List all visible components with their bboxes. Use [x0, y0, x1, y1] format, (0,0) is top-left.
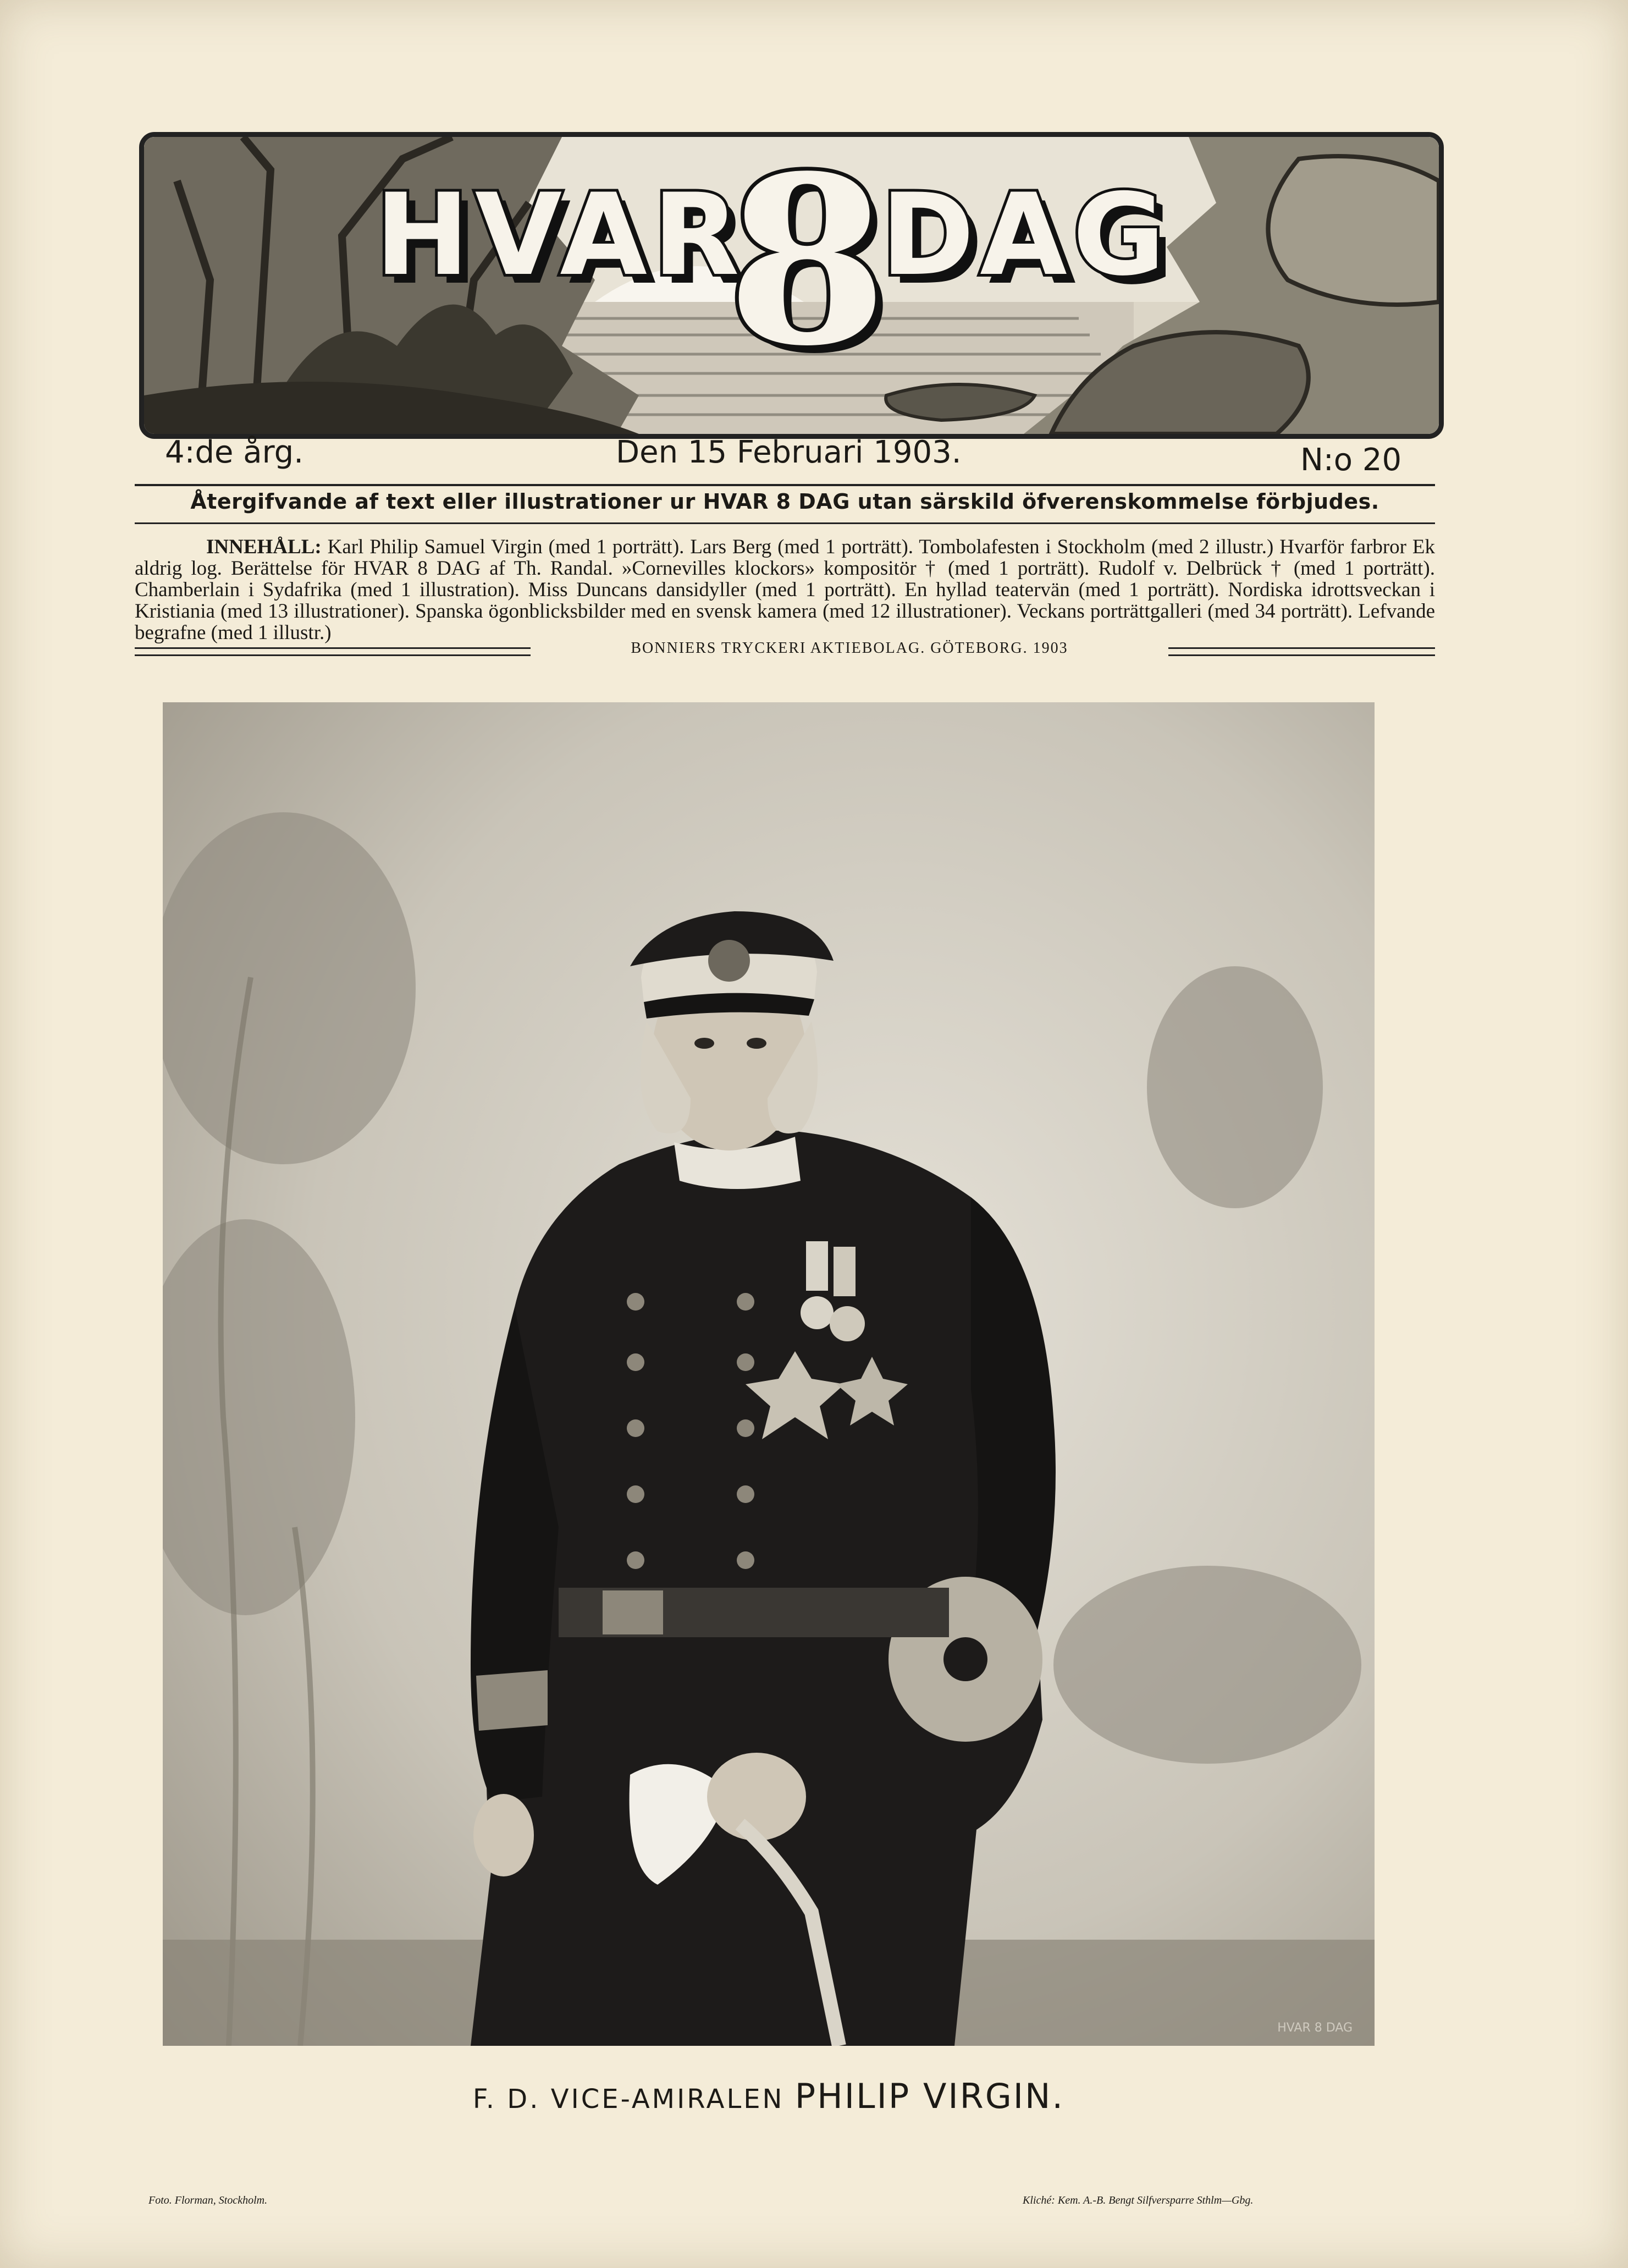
printer-text: BONNIERS TRYCKERI AKTIEBOLAG. GÖTEBORG. 1903	[631, 640, 1068, 657]
caption-name: PHILIP VIRGIN.	[794, 2076, 1065, 2116]
masthead-title-eight: 8	[727, 132, 888, 397]
contents-text: Karl Philip Samuel Virgin (med 1 porträtt). Lars Berg (med 1 porträtt). Tombolafesten i Stockholm (med 2 illustr.) Hvarför farbror Ek aldrig log. Berättelse för HVAR 8 DAG af Th. Randal. »Cornevilles klockors» kompositör † (med 1 porträtt). Rudolf v. Delbrück † (med 1 porträtt). Chamberlain i Sydafrika (med 1 illustration). Miss Duncans dansidyller (med 1 porträtt). En hyllad teatervän (med 1 porträtt). Nordiska idrottsveckan i Kristiania (med 13 illustrationer). Spanska ögonblicksbilder med en svensk kamera (med 12 illustrationer). Veckans porträttgalleri (med 34 porträtt). Lefvande begrafne (med 1 illustr.)	[135, 536, 1435, 644]
portrait-caption	[163, 2076, 1375, 2116]
notice-rule	[135, 522, 1435, 524]
portrait-photograph	[163, 702, 1375, 2046]
caption-prefix: F. D. VICE-AMIRALEN	[472, 2084, 785, 2115]
contents-list	[135, 536, 1435, 643]
issue-date: Den 15 Februari 1903.	[616, 434, 962, 470]
dateline	[165, 434, 1402, 484]
portrait-figure	[163, 702, 1375, 2046]
engraving-credit: Kliché: Kem. A.-B. Bengt Silfversparre Sthlm—Gbg.	[1023, 2194, 1254, 2206]
issue-number: N:o 20	[1300, 442, 1402, 478]
printer-line	[135, 640, 1435, 662]
volume-label: 4:de årg.	[165, 434, 303, 470]
printer-rule-left	[135, 647, 531, 656]
dateline-rule	[135, 484, 1435, 486]
masthead-title-hvar: HVAR	[375, 170, 745, 301]
printer-rule-right	[1168, 647, 1435, 656]
reproduction-notice: Återgifvande af text eller illustrationer ur HVAR 8 DAG utan särskild öfverenskommelse förbjudes.	[190, 489, 1379, 514]
contents-label: INNEHÅLL:	[206, 536, 322, 558]
masthead-title-dag: DAG	[881, 170, 1171, 301]
photo-credit: Foto. Florman, Stockholm.	[148, 2194, 268, 2206]
masthead	[139, 132, 1444, 439]
photo-watermark: HVAR 8 DAG	[1277, 2021, 1353, 2035]
